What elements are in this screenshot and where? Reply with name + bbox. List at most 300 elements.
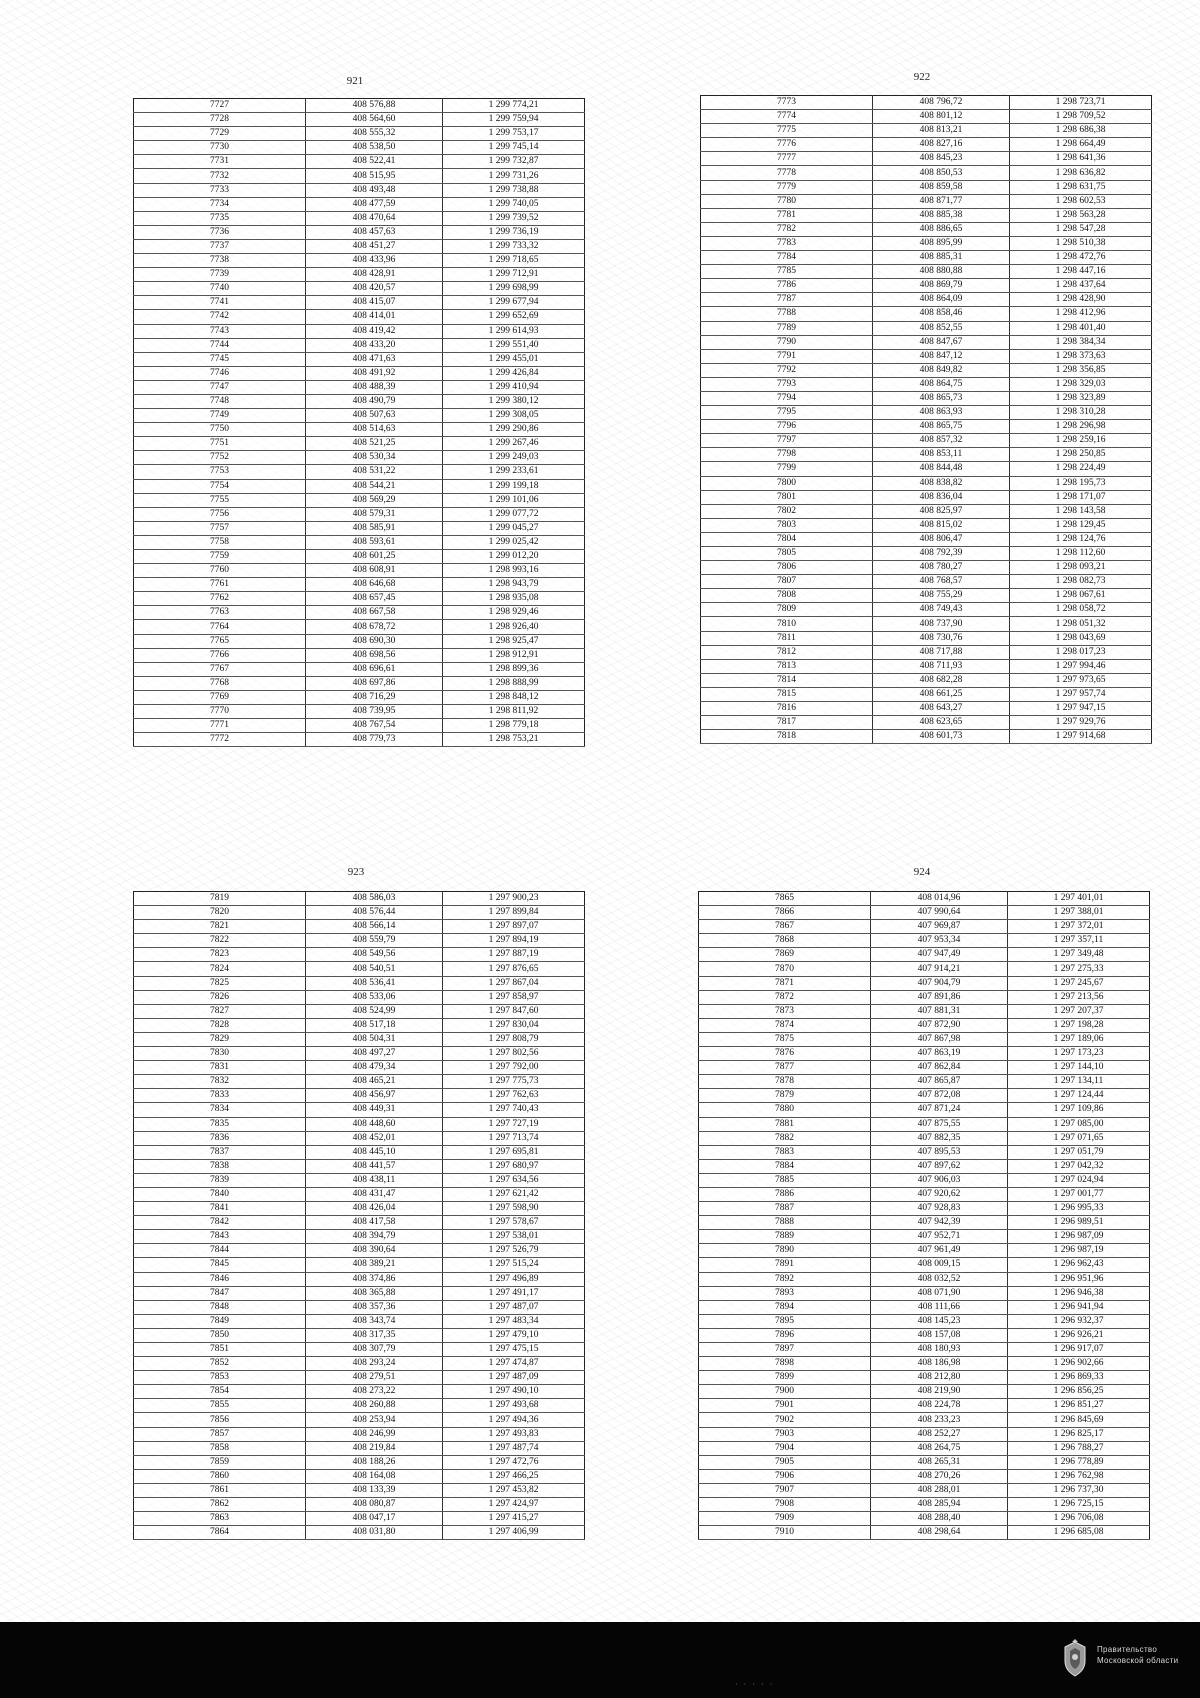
table-row — [699, 1469, 1150, 1483]
table-row — [134, 521, 585, 535]
x-coordinate-cell: 408 414,01 — [306, 310, 443, 324]
point-number-cell: 7795 — [701, 406, 873, 420]
table-row — [134, 451, 585, 465]
table-row — [134, 1117, 585, 1131]
x-coordinate-cell: 408 885,38 — [873, 208, 1010, 222]
table-row — [699, 962, 1150, 976]
x-coordinate-cell: 408 768,57 — [873, 575, 1010, 589]
table-row — [699, 1526, 1150, 1540]
table-row — [701, 730, 1152, 744]
y-coordinate-cell: 1 297 762,63 — [443, 1089, 585, 1103]
table-row — [701, 180, 1152, 194]
point-number-cell: 7903 — [699, 1427, 871, 1441]
y-coordinate-cell: 1 298 412,96 — [1010, 307, 1152, 321]
y-coordinate-cell: 1 299 045,27 — [443, 521, 585, 535]
y-coordinate-cell: 1 297 858,97 — [443, 990, 585, 1004]
y-coordinate-cell: 1 299 426,84 — [443, 366, 585, 380]
y-coordinate-cell: 1 298 356,85 — [1010, 363, 1152, 377]
y-coordinate-cell: 1 297 876,65 — [443, 962, 585, 976]
table-row — [134, 1159, 585, 1173]
table-row — [134, 948, 585, 962]
point-number-cell: 7885 — [699, 1173, 871, 1187]
table-row — [699, 1286, 1150, 1300]
x-coordinate-cell: 407 895,53 — [871, 1145, 1008, 1159]
x-coordinate-cell: 407 920,62 — [871, 1187, 1008, 1201]
table-row — [701, 575, 1152, 589]
y-coordinate-cell: 1 297 275,33 — [1008, 962, 1150, 976]
x-coordinate-cell: 408 047,17 — [306, 1512, 443, 1526]
x-coordinate-cell: 408 838,82 — [873, 476, 1010, 490]
point-number-cell: 7786 — [701, 279, 873, 293]
table-row — [134, 1173, 585, 1187]
table-row — [701, 363, 1152, 377]
table-row — [134, 282, 585, 296]
x-coordinate-cell: 408 488,39 — [306, 380, 443, 394]
x-coordinate-cell: 408 850,53 — [873, 166, 1010, 180]
point-number-cell: 7729 — [134, 127, 306, 141]
table-row — [701, 420, 1152, 434]
point-number-cell: 7844 — [134, 1244, 306, 1258]
x-coordinate-cell: 408 441,57 — [306, 1159, 443, 1173]
table-row — [134, 592, 585, 606]
y-coordinate-cell: 1 296 946,38 — [1008, 1286, 1150, 1300]
table-row — [701, 448, 1152, 462]
y-coordinate-cell: 1 299 551,40 — [443, 338, 585, 352]
point-number-cell: 7891 — [699, 1258, 871, 1272]
point-number-cell: 7791 — [701, 349, 873, 363]
point-number-cell: 7785 — [701, 265, 873, 279]
point-number-cell: 7770 — [134, 705, 306, 719]
x-coordinate-cell: 408 164,08 — [306, 1469, 443, 1483]
table-row — [699, 1004, 1150, 1018]
point-number-cell: 7873 — [699, 1004, 871, 1018]
x-coordinate-cell: 408 522,41 — [306, 155, 443, 169]
point-number-cell: 7760 — [134, 564, 306, 578]
y-coordinate-cell: 1 297 867,04 — [443, 976, 585, 990]
point-number-cell: 7825 — [134, 976, 306, 990]
page-number: 924 — [913, 866, 931, 878]
point-number-cell: 7787 — [701, 293, 873, 307]
x-coordinate-cell: 408 608,91 — [306, 564, 443, 578]
y-coordinate-cell: 1 298 112,60 — [1010, 547, 1152, 561]
x-coordinate-cell: 408 796,72 — [873, 96, 1010, 110]
table-row — [134, 719, 585, 733]
table-row — [134, 1202, 585, 1216]
point-number-cell: 7738 — [134, 254, 306, 268]
x-coordinate-cell: 407 914,21 — [871, 962, 1008, 976]
point-number-cell: 7763 — [134, 606, 306, 620]
x-coordinate-cell: 408 521,25 — [306, 437, 443, 451]
table-row — [699, 1202, 1150, 1216]
table-row — [701, 110, 1152, 124]
point-number-cell: 7803 — [701, 518, 873, 532]
coat-of-arms-icon — [1061, 1639, 1089, 1677]
x-coordinate-cell: 408 845,23 — [873, 152, 1010, 166]
table-row — [134, 296, 585, 310]
y-coordinate-cell: 1 297 051,79 — [1008, 1145, 1150, 1159]
x-coordinate-cell: 408 697,86 — [306, 676, 443, 690]
table-row — [134, 564, 585, 578]
y-coordinate-cell: 1 298 051,32 — [1010, 617, 1152, 631]
x-coordinate-cell: 408 389,21 — [306, 1258, 443, 1272]
y-coordinate-cell: 1 297 775,73 — [443, 1075, 585, 1089]
y-coordinate-cell: 1 298 067,61 — [1010, 589, 1152, 603]
x-coordinate-cell: 407 969,87 — [871, 920, 1008, 934]
y-coordinate-cell: 1 297 578,67 — [443, 1216, 585, 1230]
y-coordinate-cell: 1 297 526,79 — [443, 1244, 585, 1258]
table-row — [701, 504, 1152, 518]
table-row — [134, 920, 585, 934]
point-number-cell: 7854 — [134, 1385, 306, 1399]
x-coordinate-cell: 408 080,87 — [306, 1498, 443, 1512]
point-number-cell: 7823 — [134, 948, 306, 962]
x-coordinate-cell: 408 569,29 — [306, 493, 443, 507]
point-number-cell: 7806 — [701, 561, 873, 575]
y-coordinate-cell: 1 298 195,73 — [1010, 476, 1152, 490]
point-number-cell: 7801 — [701, 490, 873, 504]
point-number-cell: 7758 — [134, 535, 306, 549]
table-row — [134, 1469, 585, 1483]
point-number-cell: 7748 — [134, 394, 306, 408]
point-number-cell: 7870 — [699, 962, 871, 976]
point-number-cell: 7750 — [134, 423, 306, 437]
x-coordinate-cell: 408 576,44 — [306, 906, 443, 920]
point-number-cell: 7837 — [134, 1145, 306, 1159]
x-coordinate-cell: 408 288,40 — [871, 1512, 1008, 1526]
y-coordinate-cell: 1 299 455,01 — [443, 352, 585, 366]
point-number-cell: 7776 — [701, 138, 873, 152]
table-row — [699, 976, 1150, 990]
table-row — [701, 391, 1152, 405]
point-number-cell: 7847 — [134, 1286, 306, 1300]
x-coordinate-cell: 408 219,90 — [871, 1385, 1008, 1399]
x-coordinate-cell: 407 872,08 — [871, 1089, 1008, 1103]
x-coordinate-cell: 408 643,27 — [873, 702, 1010, 716]
table-row — [699, 1244, 1150, 1258]
x-coordinate-cell: 408 869,79 — [873, 279, 1010, 293]
point-number-cell: 7907 — [699, 1483, 871, 1497]
y-coordinate-cell: 1 297 695,81 — [443, 1145, 585, 1159]
point-number-cell: 7877 — [699, 1061, 871, 1075]
table-row — [701, 406, 1152, 420]
table-row — [134, 634, 585, 648]
x-coordinate-cell: 408 071,90 — [871, 1286, 1008, 1300]
table-row — [699, 1117, 1150, 1131]
x-coordinate-cell: 408 394,79 — [306, 1230, 443, 1244]
point-number-cell: 7817 — [701, 716, 873, 730]
x-coordinate-cell: 408 678,72 — [306, 620, 443, 634]
y-coordinate-cell: 1 297 808,79 — [443, 1032, 585, 1046]
x-coordinate-cell: 407 952,71 — [871, 1230, 1008, 1244]
table-row — [134, 733, 585, 747]
table-row — [134, 1455, 585, 1469]
table-row — [701, 434, 1152, 448]
y-coordinate-cell: 1 298 848,12 — [443, 690, 585, 704]
table-row — [134, 437, 585, 451]
point-number-cell: 7751 — [134, 437, 306, 451]
table-row — [134, 507, 585, 521]
point-number-cell: 7819 — [134, 892, 306, 906]
y-coordinate-cell: 1 297 415,27 — [443, 1512, 585, 1526]
y-coordinate-cell: 1 297 634,56 — [443, 1173, 585, 1187]
point-number-cell: 7728 — [134, 113, 306, 127]
x-coordinate-cell: 407 961,49 — [871, 1244, 1008, 1258]
y-coordinate-cell: 1 297 493,83 — [443, 1427, 585, 1441]
point-number-cell: 7809 — [701, 603, 873, 617]
x-coordinate-cell: 408 880,88 — [873, 265, 1010, 279]
table-row — [699, 906, 1150, 920]
y-coordinate-cell: 1 296 856,25 — [1008, 1385, 1150, 1399]
point-number-cell: 7845 — [134, 1258, 306, 1272]
y-coordinate-cell: 1 299 077,72 — [443, 507, 585, 521]
x-coordinate-cell: 408 419,42 — [306, 324, 443, 338]
x-coordinate-cell: 408 540,51 — [306, 962, 443, 976]
table-row — [134, 127, 585, 141]
table-row — [134, 892, 585, 906]
table-row — [699, 1272, 1150, 1286]
table-row — [134, 1145, 585, 1159]
x-coordinate-cell: 408 533,06 — [306, 990, 443, 1004]
y-coordinate-cell: 1 299 677,94 — [443, 296, 585, 310]
y-coordinate-cell: 1 298 224,49 — [1010, 462, 1152, 476]
x-coordinate-cell: 408 857,32 — [873, 434, 1010, 448]
y-coordinate-cell: 1 298 437,64 — [1010, 279, 1152, 293]
table-row — [134, 1371, 585, 1385]
y-coordinate-cell: 1 297 207,37 — [1008, 1004, 1150, 1018]
y-coordinate-cell: 1 299 731,26 — [443, 169, 585, 183]
y-coordinate-cell: 1 297 042,32 — [1008, 1159, 1150, 1173]
table-row — [699, 1187, 1150, 1201]
coordinates-table — [700, 95, 1152, 744]
y-coordinate-cell: 1 298 373,63 — [1010, 349, 1152, 363]
y-coordinate-cell: 1 299 733,32 — [443, 239, 585, 253]
y-coordinate-cell: 1 297 900,23 — [443, 892, 585, 906]
point-number-cell: 7784 — [701, 251, 873, 265]
point-number-cell: 7775 — [701, 124, 873, 138]
x-coordinate-cell: 408 420,57 — [306, 282, 443, 296]
point-number-cell: 7839 — [134, 1173, 306, 1187]
point-number-cell: 7788 — [701, 307, 873, 321]
x-coordinate-cell: 408 825,97 — [873, 504, 1010, 518]
point-number-cell: 7737 — [134, 239, 306, 253]
point-number-cell: 7756 — [134, 507, 306, 521]
y-coordinate-cell: 1 297 349,48 — [1008, 948, 1150, 962]
y-coordinate-cell: 1 297 001,77 — [1008, 1187, 1150, 1201]
y-coordinate-cell: 1 298 563,28 — [1010, 208, 1152, 222]
table-row — [134, 1004, 585, 1018]
point-number-cell: 7835 — [134, 1117, 306, 1131]
x-coordinate-cell: 408 252,27 — [871, 1427, 1008, 1441]
x-coordinate-cell: 408 212,80 — [871, 1371, 1008, 1385]
table-row — [134, 676, 585, 690]
x-coordinate-cell: 408 246,99 — [306, 1427, 443, 1441]
table-row — [701, 152, 1152, 166]
x-coordinate-cell: 408 566,14 — [306, 920, 443, 934]
point-number-cell: 7880 — [699, 1103, 871, 1117]
x-coordinate-cell: 408 031,80 — [306, 1526, 443, 1540]
point-number-cell: 7895 — [699, 1314, 871, 1328]
table-row — [134, 1272, 585, 1286]
y-coordinate-cell: 1 296 902,66 — [1008, 1357, 1150, 1371]
y-coordinate-cell: 1 298 723,71 — [1010, 96, 1152, 110]
y-coordinate-cell: 1 299 199,18 — [443, 479, 585, 493]
x-coordinate-cell: 408 265,31 — [871, 1455, 1008, 1469]
point-number-cell: 7798 — [701, 448, 873, 462]
table-row — [134, 690, 585, 704]
y-coordinate-cell: 1 296 926,21 — [1008, 1328, 1150, 1342]
table-row — [699, 1300, 1150, 1314]
table-row — [134, 465, 585, 479]
point-number-cell: 7815 — [701, 687, 873, 701]
y-coordinate-cell: 1 298 888,99 — [443, 676, 585, 690]
x-coordinate-cell: 408 390,64 — [306, 1244, 443, 1258]
x-coordinate-cell: 408 365,88 — [306, 1286, 443, 1300]
x-coordinate-cell: 408 431,47 — [306, 1187, 443, 1201]
y-coordinate-cell: 1 299 736,19 — [443, 225, 585, 239]
point-number-cell: 7821 — [134, 920, 306, 934]
table-row — [699, 1399, 1150, 1413]
x-coordinate-cell: 408 865,75 — [873, 420, 1010, 434]
table-row — [699, 1230, 1150, 1244]
point-number-cell: 7766 — [134, 648, 306, 662]
x-coordinate-cell: 408 417,58 — [306, 1216, 443, 1230]
y-coordinate-cell: 1 297 830,04 — [443, 1018, 585, 1032]
point-number-cell: 7861 — [134, 1483, 306, 1497]
table-row — [134, 550, 585, 564]
point-number-cell: 7764 — [134, 620, 306, 634]
point-number-cell: 7774 — [701, 110, 873, 124]
x-coordinate-cell: 408 779,73 — [306, 733, 443, 747]
y-coordinate-cell: 1 297 899,84 — [443, 906, 585, 920]
x-coordinate-cell: 408 298,64 — [871, 1526, 1008, 1540]
x-coordinate-cell: 407 882,35 — [871, 1131, 1008, 1145]
y-coordinate-cell: 1 297 453,82 — [443, 1483, 585, 1497]
table-row — [134, 934, 585, 948]
x-coordinate-cell: 408 233,23 — [871, 1413, 1008, 1427]
point-number-cell: 7858 — [134, 1441, 306, 1455]
y-coordinate-cell: 1 297 198,28 — [1008, 1018, 1150, 1032]
table-row — [699, 1343, 1150, 1357]
y-coordinate-cell: 1 298 401,40 — [1010, 321, 1152, 335]
y-coordinate-cell: 1 298 811,92 — [443, 705, 585, 719]
x-coordinate-cell: 408 538,50 — [306, 141, 443, 155]
x-coordinate-cell: 408 749,43 — [873, 603, 1010, 617]
x-coordinate-cell: 408 471,63 — [306, 352, 443, 366]
point-number-cell: 7735 — [134, 211, 306, 225]
table-row — [134, 211, 585, 225]
table-row — [134, 606, 585, 620]
x-coordinate-cell: 408 188,26 — [306, 1455, 443, 1469]
table-row — [134, 1075, 585, 1089]
x-coordinate-cell: 408 111,66 — [871, 1300, 1008, 1314]
y-coordinate-cell: 1 298 709,52 — [1010, 110, 1152, 124]
point-number-cell: 7773 — [701, 96, 873, 110]
point-number-cell: 7730 — [134, 141, 306, 155]
y-coordinate-cell: 1 297 189,06 — [1008, 1032, 1150, 1046]
table-row — [701, 293, 1152, 307]
table-row — [134, 1483, 585, 1497]
y-coordinate-cell: 1 298 753,21 — [443, 733, 585, 747]
point-number-cell: 7812 — [701, 645, 873, 659]
point-number-cell: 7762 — [134, 592, 306, 606]
x-coordinate-cell: 408 544,21 — [306, 479, 443, 493]
table-row — [701, 349, 1152, 363]
point-number-cell: 7800 — [701, 476, 873, 490]
coordinates-table — [133, 98, 585, 747]
table-row — [134, 1286, 585, 1300]
point-number-cell: 7881 — [699, 1117, 871, 1131]
x-coordinate-cell: 408 593,61 — [306, 535, 443, 549]
point-number-cell: 7886 — [699, 1187, 871, 1201]
x-coordinate-cell: 408 859,58 — [873, 180, 1010, 194]
x-coordinate-cell: 407 947,49 — [871, 948, 1008, 962]
table-row — [699, 1131, 1150, 1145]
table-row — [701, 716, 1152, 730]
point-number-cell: 7793 — [701, 377, 873, 391]
point-number-cell: 7816 — [701, 702, 873, 716]
point-number-cell: 7807 — [701, 575, 873, 589]
point-number-cell: 7779 — [701, 180, 873, 194]
point-number-cell: 7884 — [699, 1159, 871, 1173]
table-row — [701, 603, 1152, 617]
x-coordinate-cell: 408 667,58 — [306, 606, 443, 620]
y-coordinate-cell: 1 297 085,00 — [1008, 1117, 1150, 1131]
y-coordinate-cell: 1 296 989,51 — [1008, 1216, 1150, 1230]
point-number-cell: 7848 — [134, 1300, 306, 1314]
point-number-cell: 7855 — [134, 1399, 306, 1413]
point-number-cell: 7736 — [134, 225, 306, 239]
point-number-cell: 7888 — [699, 1216, 871, 1230]
x-coordinate-cell: 408 343,74 — [306, 1314, 443, 1328]
table-row — [134, 1047, 585, 1061]
table-row — [134, 962, 585, 976]
table-row — [134, 1300, 585, 1314]
y-coordinate-cell: 1 299 101,06 — [443, 493, 585, 507]
y-coordinate-cell: 1 298 250,85 — [1010, 448, 1152, 462]
point-number-cell: 7842 — [134, 1216, 306, 1230]
table-row — [699, 1441, 1150, 1455]
y-coordinate-cell: 1 299 233,61 — [443, 465, 585, 479]
y-coordinate-cell: 1 297 994,46 — [1010, 659, 1152, 673]
x-coordinate-cell: 408 559,79 — [306, 934, 443, 948]
point-number-cell: 7745 — [134, 352, 306, 366]
point-number-cell: 7882 — [699, 1131, 871, 1145]
point-number-cell: 7887 — [699, 1202, 871, 1216]
table-row — [134, 535, 585, 549]
point-number-cell: 7783 — [701, 236, 873, 250]
y-coordinate-cell: 1 297 713,74 — [443, 1131, 585, 1145]
table-row — [134, 141, 585, 155]
x-coordinate-cell: 408 801,12 — [873, 110, 1010, 124]
point-number-cell: 7836 — [134, 1131, 306, 1145]
x-coordinate-cell: 408 601,73 — [873, 730, 1010, 744]
y-coordinate-cell: 1 297 466,25 — [443, 1469, 585, 1483]
y-coordinate-cell: 1 298 925,47 — [443, 634, 585, 648]
y-coordinate-cell: 1 298 899,36 — [443, 662, 585, 676]
point-number-cell: 7889 — [699, 1230, 871, 1244]
table-row — [134, 338, 585, 352]
point-number-cell: 7753 — [134, 465, 306, 479]
table-row — [701, 236, 1152, 250]
point-number-cell: 7752 — [134, 451, 306, 465]
x-coordinate-cell: 408 601,25 — [306, 550, 443, 564]
y-coordinate-cell: 1 299 712,91 — [443, 268, 585, 282]
x-coordinate-cell: 407 990,64 — [871, 906, 1008, 920]
table-row — [134, 1018, 585, 1032]
table-row — [699, 1483, 1150, 1497]
y-coordinate-cell: 1 299 614,93 — [443, 324, 585, 338]
point-number-cell: 7818 — [701, 730, 873, 744]
